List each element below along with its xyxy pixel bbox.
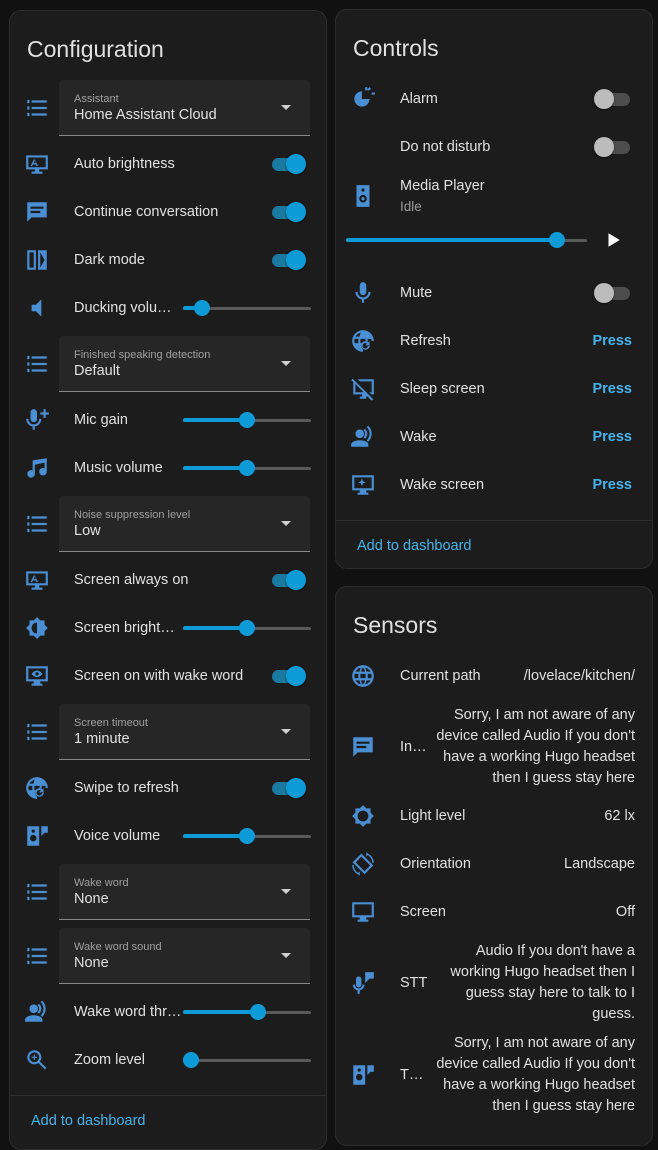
screen-timeout-select[interactable] [59, 704, 310, 760]
noise-suppression-select-label: Noise suppression level [74, 509, 191, 521]
current-path-row [336, 663, 652, 689]
swipe-to-refresh-label: Swipe to refresh [74, 780, 179, 796]
format-list-bulleted-icon [24, 879, 50, 905]
wake-press-button[interactable]: Press [592, 429, 632, 445]
media-player-volume-slider[interactable] [346, 230, 587, 250]
screen-always-on-toggle[interactable] [268, 568, 308, 592]
controls-add-to-dashboard-button[interactable]: Add to dashboard [357, 538, 472, 554]
chevron-down-icon [281, 953, 291, 958]
auto-brightness-row [10, 151, 326, 177]
wake-screen-press-button[interactable]: Press [592, 477, 632, 493]
format-list-bulleted-icon [24, 95, 50, 121]
tts-label: T… [400, 1067, 424, 1083]
light-level-row [336, 803, 652, 829]
chevron-down-icon [281, 361, 291, 366]
assistant-select-label: Assistant [74, 93, 119, 105]
do-not-disturb-row [336, 134, 652, 160]
noise-suppression-select-value: Low [74, 523, 101, 539]
ducking-volume-slider[interactable] [183, 298, 311, 318]
screen-value: Off [615, 904, 635, 920]
screen-on-wake-word-toggle[interactable] [268, 664, 308, 688]
intent-value: Sorry, I am not aware of any device called Audio If you don't have a working Hugo headset then I guess stay here [436, 707, 635, 786]
current-path-label: Current path [400, 668, 481, 684]
mic-gain-label: Mic gain [74, 412, 128, 428]
media-player-label: Media Player [400, 178, 485, 194]
alarm-toggle[interactable] [594, 87, 634, 111]
stt-row [336, 941, 652, 1025]
account-voice-icon [24, 999, 50, 1025]
wake-word-select[interactable] [59, 864, 310, 920]
voice-volume-slider[interactable] [183, 826, 311, 846]
magnify-plus-icon [24, 1047, 50, 1073]
play-icon[interactable] [604, 231, 622, 249]
orientation-label: Orientation [400, 856, 471, 872]
format-list-bulleted-icon [24, 351, 50, 377]
chevron-down-icon [281, 729, 291, 734]
sensors-title: Sensors [353, 612, 438, 638]
zoom-level-slider[interactable] [183, 1050, 311, 1070]
brightness-icon [24, 615, 50, 641]
screen-brightness-label: Screen bright… [74, 620, 175, 636]
finished-speaking-select-value: Default [74, 363, 120, 379]
wake-word-threshold-row [10, 999, 326, 1025]
finished-speaking-select-label: Finished speaking detection [74, 349, 211, 361]
screen-rotation-icon [350, 851, 376, 877]
do-not-disturb-label: Do not disturb [400, 139, 491, 155]
music-icon [24, 455, 50, 481]
noise-suppression-row [10, 496, 326, 552]
orientation-row [336, 851, 652, 877]
speaker-icon [350, 183, 376, 209]
monitor-icon [350, 899, 376, 925]
mic-gain-row [10, 407, 326, 433]
sleep-screen-label: Sleep screen [400, 381, 485, 397]
do-not-disturb-toggle[interactable] [594, 135, 634, 159]
message-text-icon [350, 734, 376, 760]
sleep-screen-row [336, 376, 652, 402]
screen-brightness-row [10, 615, 326, 641]
screen-timeout-select-value: 1 minute [74, 731, 130, 747]
controls-title: Controls [353, 35, 439, 61]
stt-label: STT [400, 975, 428, 991]
screen-brightness-slider[interactable] [183, 618, 311, 638]
web-icon [350, 663, 376, 689]
alarm-row [336, 86, 652, 112]
wake-row [336, 424, 652, 450]
orientation-value: Landscape [564, 856, 635, 872]
screen-timeout-select-label: Screen timeout [74, 717, 148, 729]
assistant-select[interactable] [59, 80, 310, 136]
configuration-footer [10, 1095, 326, 1146]
wake-word-row [10, 864, 326, 920]
sensors-card [335, 586, 653, 1146]
swipe-to-refresh-row [10, 775, 326, 801]
finished-speaking-row [10, 336, 326, 392]
finished-speaking-select[interactable] [59, 336, 310, 392]
refresh-label: Refresh [400, 333, 451, 349]
tts-value: Sorry, I am not aware of any device called Audio If you don't have a working Hugo headset then I guess stay here [436, 1035, 635, 1114]
speaker-message-icon [24, 823, 50, 849]
light-level-label: Light level [400, 808, 466, 824]
current-path-value: /lovelace/kitchen/ [523, 668, 635, 684]
music-volume-row [10, 455, 326, 481]
swipe-to-refresh-toggle[interactable] [268, 776, 308, 800]
format-list-bulleted-icon [24, 943, 50, 969]
brightness-icon [350, 803, 376, 829]
configuration-add-to-dashboard-button[interactable]: Add to dashboard [31, 1113, 146, 1129]
alarm-light-icon [350, 86, 376, 112]
wake-word-threshold-slider[interactable] [183, 1002, 311, 1022]
voice-volume-label: Voice volume [74, 828, 161, 844]
format-list-bulleted-icon [24, 719, 50, 745]
brightness-auto-icon [24, 151, 50, 177]
zoom-level-row [10, 1047, 326, 1073]
chevron-down-icon [281, 889, 291, 894]
zoom-level-label: Zoom level [74, 1052, 145, 1068]
tts-row [336, 1033, 652, 1117]
dark-mode-row [10, 247, 326, 273]
wake-screen-row [336, 472, 652, 498]
wake-word-select-label: Wake word [74, 877, 129, 889]
auto-brightness-label: Auto brightness [74, 156, 175, 172]
controls-footer [336, 520, 652, 571]
music-volume-label: Music volume [74, 460, 163, 476]
continue-conversation-row [10, 199, 326, 225]
microphone-icon [350, 280, 376, 306]
wake-label: Wake [400, 429, 437, 445]
screen-timeout-row [10, 704, 326, 760]
intent-label: In… [400, 739, 427, 755]
wake-word-threshold-label: Wake word thr… [74, 1004, 182, 1020]
voice-volume-row [10, 823, 326, 849]
wake-word-sound-select-label: Wake word sound [74, 941, 162, 953]
mute-row [336, 280, 652, 306]
format-list-bulleted-icon [24, 511, 50, 537]
speaker-message-icon [350, 1062, 376, 1088]
controls-card [335, 9, 653, 569]
account-voice-icon [350, 424, 376, 450]
music-volume-slider[interactable] [183, 458, 311, 478]
volume-low-icon [24, 295, 50, 321]
noise-suppression-select[interactable] [59, 496, 310, 552]
monitor-shimmer-icon [350, 472, 376, 498]
wake-word-sound-select-value: None [74, 955, 109, 971]
chevron-down-icon [281, 521, 291, 526]
sleep-screen-press-button[interactable]: Press [592, 381, 632, 397]
microphone-message-icon [350, 970, 376, 996]
assistant-row [10, 80, 326, 136]
mute-toggle[interactable] [594, 281, 634, 305]
screen-always-on-label: Screen always on [74, 572, 189, 588]
media-player-state: Idle [400, 199, 422, 214]
ducking-volume-label: Ducking volu… [74, 300, 172, 316]
configuration-card [9, 10, 327, 1150]
wake-word-select-value: None [74, 891, 109, 907]
continue-conversation-label: Continue conversation [74, 204, 219, 220]
screen-on-wake-word-row [10, 663, 326, 689]
screen-label: Screen [400, 904, 446, 920]
chevron-down-icon [281, 105, 291, 110]
theme-light-dark-icon [24, 247, 50, 273]
refresh-press-button[interactable]: Press [592, 333, 632, 349]
monitor-eye-icon [24, 663, 50, 689]
dark-mode-label: Dark mode [74, 252, 145, 268]
screen-on-wake-word-label: Screen on with wake word [74, 668, 244, 684]
wake-word-sound-row [10, 928, 326, 984]
screen-always-on-row [10, 567, 326, 593]
light-level-value: 62 lx [604, 808, 635, 824]
brightness-auto-icon [24, 567, 50, 593]
auto-brightness-toggle[interactable] [268, 152, 308, 176]
assistant-select-value: Home Assistant Cloud [74, 107, 217, 123]
continue-conversation-toggle[interactable] [268, 200, 308, 224]
media-player-row [336, 176, 652, 216]
message-text-icon [24, 199, 50, 225]
microphone-plus-icon [24, 407, 50, 433]
mute-label: Mute [400, 285, 433, 301]
ducking-volume-row [10, 295, 326, 321]
web-refresh-icon [24, 775, 50, 801]
configuration-title: Configuration [27, 36, 164, 62]
wake-screen-label: Wake screen [400, 477, 485, 493]
mic-gain-slider[interactable] [183, 410, 311, 430]
alarm-label: Alarm [400, 91, 438, 107]
refresh-row [336, 328, 652, 354]
wake-word-sound-select[interactable] [59, 928, 310, 984]
intent-row [336, 705, 652, 789]
monitor-off-icon [350, 376, 376, 402]
stt-value: Audio If you don't have a working Hugo headset then I guess stay here to talk to I guess. [450, 943, 635, 1022]
screen-row [336, 899, 652, 925]
dark-mode-toggle[interactable] [268, 248, 308, 272]
web-refresh-icon [350, 328, 376, 354]
